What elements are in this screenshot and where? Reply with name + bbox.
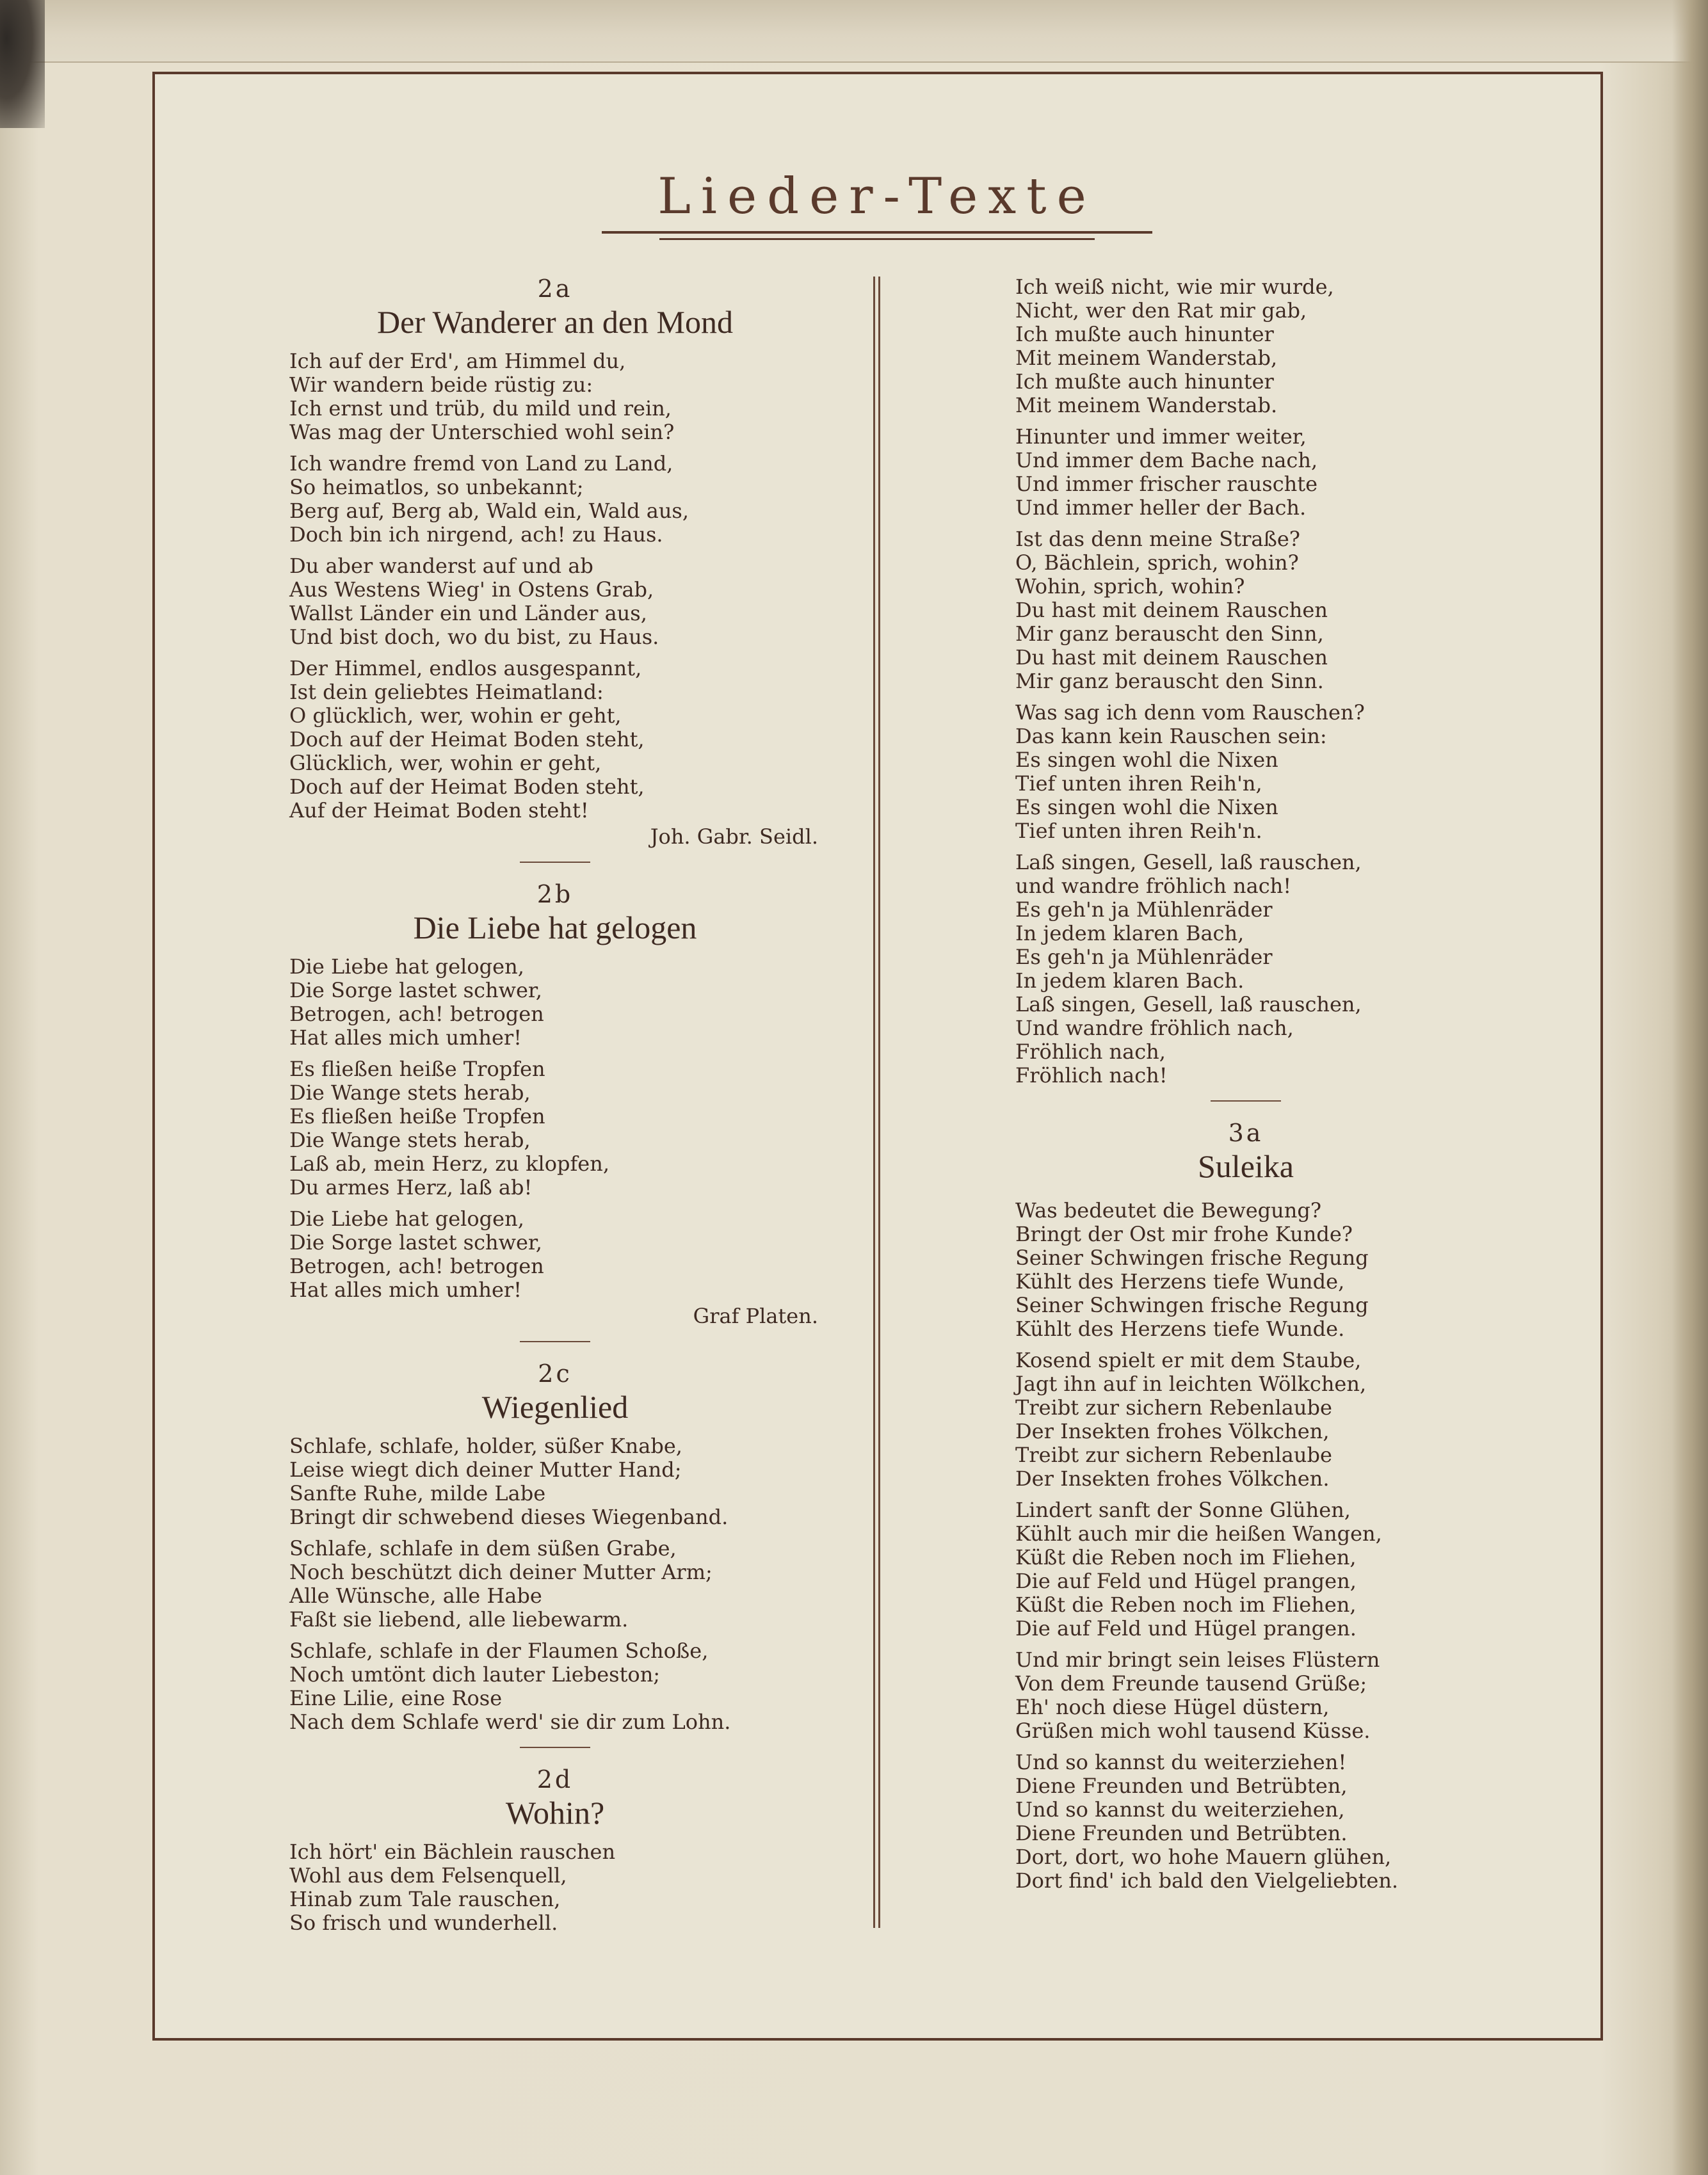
verse-line: Und immer heller der Bach. [1015,495,1307,520]
verse-line: So frisch und wunderhell. [289,1911,558,1935]
verse-line: Treibt zur sichern Rebenlaube [1015,1395,1332,1420]
stanza [289,1840,821,1935]
verse-line: Laß singen, Gesell, laß rauschen, [1015,992,1362,1016]
verse-line: Es singen wohl die Nixen [1015,748,1278,772]
poem-title: Wiegenlied [481,1389,629,1425]
stanza [289,349,821,444]
verse-line: Und wandre fröhlich nach, [1015,1016,1294,1040]
poem-separator [520,1747,590,1748]
verse-line: Es singen wohl die Nixen [1015,795,1278,819]
poem-separator [520,1341,590,1342]
verse-line: Die Wange stets herab, [289,1080,531,1105]
stanza [1015,1349,1476,1491]
poem-number: 3a [1228,1119,1264,1147]
poem-2a [289,274,821,849]
poem-number: 2c [538,1360,572,1388]
verse-line: Hat alles mich umher! [289,1025,522,1050]
verse-line: Die Sorge lastet schwer, [289,978,542,1002]
stanza [1015,851,1476,1088]
verse-line: Die Liebe hat gelogen, [289,1207,524,1231]
stanza [289,1434,821,1529]
verse-line: Von dem Freunde tausend Grüße; [1015,1671,1367,1696]
verse-line: Diene Freunden und Betrübten, [1015,1774,1348,1798]
verse-line: In jedem klaren Bach, [1015,921,1245,945]
verse-line: Eine Lilie, eine Rose [289,1686,503,1710]
stanza [1015,1751,1476,1893]
stanza [289,554,821,649]
verse-line: Treibt zur sichern Rebenlaube [1015,1443,1332,1467]
verse-line: Noch beschützt dich deiner Mutter Arm; [289,1560,713,1584]
verse-line: Doch auf der Heimat Boden steht, [289,727,645,751]
verse-line: Wallst Länder ein und Länder aus, [289,601,647,625]
poem-number: 2a [537,275,573,303]
verse-line: Der Insekten frohes Völkchen, [1015,1419,1330,1443]
verse-line: Fröhlich nach! [1015,1063,1168,1088]
verse-line: Ich auf der Erd', am Himmel du, [289,349,626,373]
verse-line: Küßt die Reben noch im Fliehen, [1015,1545,1357,1569]
poem-author: Joh. Gabr. Seidl. [650,824,818,849]
verse-line: Berg auf, Berg ab, Wald ein, Wald aus, [289,499,689,523]
verse-line: Wohin, sprich, wohin? [1015,574,1245,598]
verse-line: Und immer dem Bache nach, [1015,448,1318,472]
stanza [1015,1498,1476,1641]
verse-line: Ich hört' ein Bächlein rauschen [289,1840,616,1864]
verse-line: Hat alles mich umher! [289,1278,522,1302]
poem-separator [1211,1100,1281,1102]
title-underline [602,231,1152,234]
verse-line: Glücklich, wer, wohin er geht, [289,751,602,775]
page-title: Lieder-Texte [657,168,1097,225]
stanza [1015,701,1476,843]
poem-title: Die Liebe hat gelogen [413,910,697,945]
poem-title: Wohin? [505,1795,605,1831]
right-column [1015,275,1476,1900]
verse-line: Bringt der Ost mir frohe Kunde? [1015,1222,1353,1246]
poem-3a [1015,1118,1476,1893]
verse-line: Kühlt auch mir die heißen Wangen, [1015,1521,1382,1546]
verse-line: In jedem klaren Bach. [1015,968,1245,993]
verse-line: Die Wange stets herab, [289,1128,531,1152]
stanza [289,452,821,547]
stanza [289,955,821,1050]
verse-line: Lindert sanft der Sonne Glühen, [1015,1498,1351,1522]
verse-line: Du hast mit deinem Rauschen [1015,598,1328,622]
poem-2d-continued [1015,275,1476,1088]
verse-line: und wandre fröhlich nach! [1015,874,1292,898]
stanza [1015,275,1476,417]
verse-line: Ich weiß nicht, wie mir wurde, [1015,275,1334,299]
verse-line: Betrogen, ach! betrogen [289,1002,544,1026]
verse-line: Jagt ihn auf in leichten Wölkchen, [1015,1372,1367,1396]
verse-line: Diene Freunden und Betrübten. [1015,1821,1348,1845]
stanza [289,1639,821,1734]
verse-line: Seiner Schwingen frische Regung [1015,1293,1369,1317]
verse-line: Hinunter und immer weiter, [1015,424,1307,449]
verse-line: Aus Westens Wieg' in Ostens Grab, [289,577,654,602]
verse-line: Wir wandern beide rüstig zu: [289,373,593,397]
stanza [289,1537,821,1632]
verse-line: Bringt dir schwebend dieses Wiegenband. [289,1505,729,1529]
verse-line: Dort, dort, wo hohe Mauern glühen, [1015,1845,1392,1869]
verse-line: Betrogen, ach! betrogen [289,1254,544,1278]
stanza [289,1057,821,1200]
verse-line: Tief unten ihren Reih'n, [1015,771,1262,796]
verse-line: Ich ernst und trüb, du mild und rein, [289,396,672,421]
verse-line: Nach dem Schlafe werd' sie dir zum Lohn. [289,1710,731,1734]
verse-line: So heimatlos, so unbekannt; [289,475,584,499]
verse-line: Kühlt des Herzens tiefe Wunde, [1015,1269,1345,1294]
poem-2d [289,1765,821,1935]
binding-shadow [0,0,45,128]
poem-separator [520,862,590,863]
verse-line: Und immer frischer rauschte [1015,472,1318,496]
verse-line: Doch auf der Heimat Boden steht, [289,774,645,799]
poem-2c [289,1359,821,1734]
verse-line: Und so kannst du weiterziehen! [1015,1750,1347,1774]
verse-line: Was bedeutet die Bewegung? [1015,1198,1322,1223]
verse-line: Und bist doch, wo du bist, zu Haus. [289,625,659,649]
verse-line: Ich wandre fremd von Land zu Land, [289,451,673,476]
verse-line: Schlafe, schlafe in dem süßen Grabe, [289,1536,677,1561]
verse-line: Schlafe, schlafe in der Flaumen Schoße, [289,1639,709,1663]
verse-line: Faßt sie liebend, alle liebewarm. [289,1607,629,1632]
left-column [289,274,821,1943]
verse-line: Du hast mit deinem Rauschen [1015,645,1328,670]
verse-line: Das kann kein Rauschen sein: [1015,724,1327,748]
verse-line: Kühlt des Herzens tiefe Wunde. [1015,1317,1345,1341]
verse-line: Noch umtönt dich lauter Liebeston; [289,1662,661,1687]
verse-line: Und mir bringt sein leises Flüstern [1015,1648,1380,1672]
verse-line: Die auf Feld und Hügel prangen. [1015,1616,1357,1641]
stanza [1015,527,1476,693]
verse-line: Nicht, wer den Rat mir gab, [1015,298,1307,323]
poem-2b [289,879,821,1328]
poem-title: Der Wanderer an den Mond [377,304,733,340]
verse-line: Sanfte Ruhe, milde Labe [289,1481,546,1505]
verse-line: Der Insekten frohes Völkchen. [1015,1466,1330,1491]
stanza [289,657,821,823]
verse-line: Küßt die Reben noch im Fliehen, [1015,1593,1357,1617]
stanza [289,1207,821,1302]
verse-line: Was sag ich denn vom Rauschen? [1015,700,1365,725]
verse-line: Dort find' ich bald den Vielgeliebten. [1015,1868,1399,1893]
stanza [1015,1648,1476,1743]
verse-line: Doch bin ich nirgend, ach! zu Haus. [289,522,663,547]
column-divider [873,277,875,1928]
verse-line: Auf der Heimat Boden steht! [289,798,589,823]
verse-line: Fröhlich nach, [1015,1039,1166,1064]
verse-line: Die Liebe hat gelogen, [289,954,524,979]
page-edge-shadow [1672,0,1708,2175]
verse-line: Grüßen mich wohl tausend Küsse. [1015,1719,1371,1743]
verse-line: Tief unten ihren Reih'n. [1015,819,1262,843]
title-underline-secondary [659,238,1095,240]
verse-line: Der Himmel, endlos ausgespannt, [289,656,642,680]
poem-number: 2b [536,880,574,908]
verse-line: Mit meinem Wanderstab. [1015,393,1278,417]
verse-line: Wohl aus dem Felsenquell, [289,1863,567,1888]
verse-line: Hinab zum Tale rauschen, [289,1887,561,1911]
poem-author: Graf Platen. [693,1304,818,1328]
verse-line: Du armes Herz, laß ab! [289,1175,533,1200]
column-divider-secondary [878,277,880,1928]
verse-line: Es geh'n ja Mühlenräder [1015,945,1273,969]
verse-line: Alle Wünsche, alle Habe [289,1584,542,1608]
verse-line: Seiner Schwingen frische Regung [1015,1246,1369,1270]
poem-title: Suleika [1198,1148,1294,1184]
verse-line: Mit meinem Wanderstab, [1015,346,1278,370]
verse-line: Was mag der Unterschied wohl sein? [289,420,675,444]
verse-line: Und so kannst du weiterziehen, [1015,1797,1345,1822]
previous-page-edge [0,0,1708,63]
verse-line: Mir ganz berauscht den Sinn, [1015,622,1324,646]
verse-line: Laß singen, Gesell, laß rauschen, [1015,850,1362,874]
verse-line: Ist dein geliebtes Heimatland: [289,680,604,704]
verse-line: Kosend spielt er mit dem Staube, [1015,1348,1362,1372]
verse-line: Du aber wanderst auf und ab [289,554,593,578]
verse-line: Schlafe, schlafe, holder, süßer Knabe, [289,1434,682,1458]
verse-line: Die auf Feld und Hügel prangen, [1015,1569,1357,1593]
verse-line: O glücklich, wer, wohin er geht, [289,703,622,728]
stanza [1015,1199,1476,1341]
verse-line: Leise wiegt dich deiner Mutter Hand; [289,1457,682,1482]
verse-line: Ich mußte auch hinunter [1015,322,1274,346]
verse-line: O, Bächlein, sprich, wohin? [1015,550,1299,575]
poem-number: 2d [536,1765,574,1794]
verse-line: Die Sorge lastet schwer, [289,1230,542,1255]
verse-line: Mir ganz berauscht den Sinn. [1015,669,1324,693]
verse-line: Ich mußte auch hinunter [1015,369,1274,394]
verse-line: Eh' noch diese Hügel düstern, [1015,1695,1330,1719]
verse-line: Laß ab, mein Herz, zu klopfen, [289,1152,609,1176]
verse-line: Ist das denn meine Straße? [1015,527,1300,551]
verse-line: Es fließen heiße Tropfen [289,1104,545,1128]
stanza [1015,425,1476,520]
verse-line: Es geh'n ja Mühlenräder [1015,897,1273,922]
verse-line: Es fließen heiße Tropfen [289,1057,545,1081]
